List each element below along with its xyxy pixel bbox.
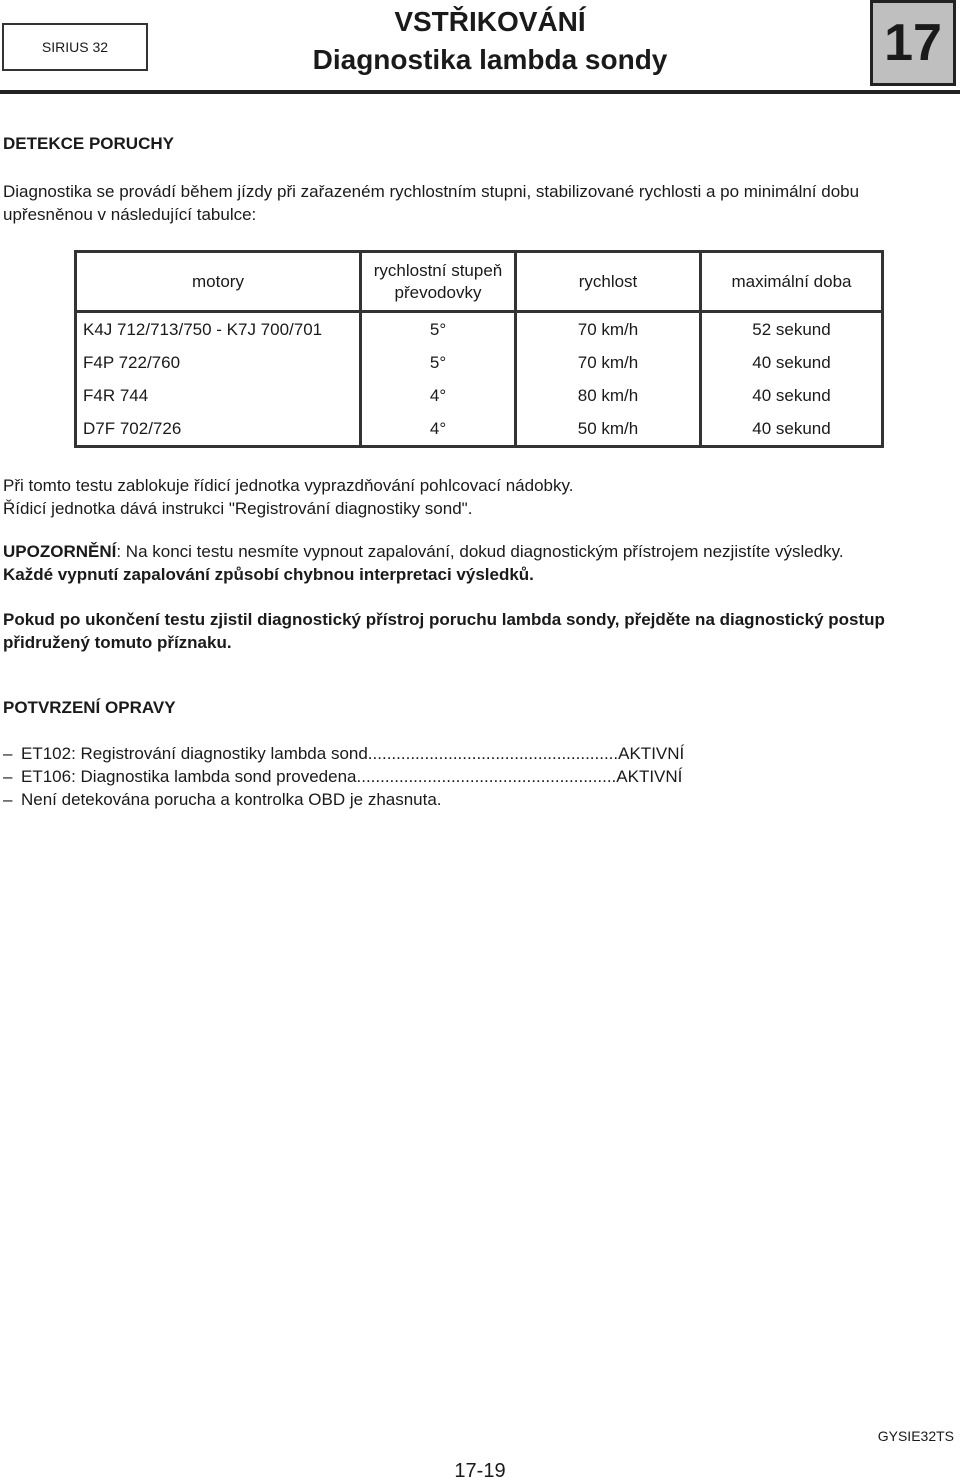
- list-item-text: ET106: Diagnostika lambda sond provedena.......................................................AKTIVNÍ: [21, 767, 683, 786]
- header-divider: [0, 90, 960, 94]
- table-row: [76, 412, 883, 447]
- model-label: SIRIUS 32: [2, 23, 148, 71]
- cell-speed: 70 km/h: [516, 312, 701, 347]
- cell-duration: 40 sekund: [701, 379, 883, 412]
- cell-duration: 52 sekund: [701, 312, 883, 347]
- header-speed: rychlost: [516, 252, 701, 312]
- document-code: GYSIE32TS: [877, 1428, 954, 1444]
- table-row: [76, 346, 883, 379]
- table-row: [76, 312, 883, 347]
- diagnostic-table: [74, 250, 884, 448]
- cell-gear: 4°: [361, 379, 516, 412]
- page-title: VSTŘIKOVÁNÍ: [394, 6, 586, 37]
- page-subtitle: Diagnostika lambda sondy: [312, 44, 668, 75]
- cell-gear: 4°: [361, 412, 516, 447]
- fault-paragraph: Pokud po ukončení testu zjistil diagnostický přístroj poruchu lambda sondy, přejděte na diagnostický postup přidružený tomuto příznaku.: [3, 610, 885, 652]
- list-item: – Není detekována porucha a kontrolka OBD je zhasnuta.: [3, 790, 442, 809]
- header-max-duration: maximální doba: [701, 252, 883, 312]
- table-header-row: [76, 252, 883, 312]
- header-engines: motory: [76, 252, 361, 312]
- cell-engine: D7F 702/726: [76, 412, 361, 447]
- canister-note: Při tomto testu zablokuje řídicí jednotka vyprazdňování pohlcovací nádobky.: [3, 476, 574, 495]
- cell-speed: 70 km/h: [516, 346, 701, 379]
- table-row: [76, 379, 883, 412]
- cell-engine: K4J 712/713/750 - K7J 700/701: [76, 312, 361, 347]
- cell-gear: 5°: [361, 312, 516, 347]
- chapter-number: 17: [870, 0, 956, 86]
- cell-speed: 50 km/h: [516, 412, 701, 447]
- section-heading-detection: DETEKCE PORUCHY: [3, 134, 174, 153]
- cell-engine: F4R 744: [76, 379, 361, 412]
- cell-gear: 5°: [361, 346, 516, 379]
- header-gear: rychlostní stupeň převodovky: [361, 252, 516, 312]
- instruction-note: Řídicí jednotka dává instrukci "Registrování diagnostiky sond".: [3, 499, 473, 518]
- page-number: 17-19: [454, 1460, 506, 1482]
- cell-engine: F4P 722/760: [76, 346, 361, 379]
- section-heading-repair: POTVRZENÍ OPRAVY: [3, 698, 176, 717]
- list-item-text: Není detekována porucha a kontrolka OBD je zhasnuta.: [21, 790, 442, 809]
- warning-label: UPOZORNĚNÍ: [3, 542, 117, 561]
- list-item: – ET102: Registrování diagnostiky lambda sond.....................................................AKTIVNÍ: [3, 744, 685, 763]
- cell-duration: 40 sekund: [701, 346, 883, 379]
- intro-paragraph: Diagnostika se provádí během jízdy při zařazeném rychlostním stupni, stabilizované rychlosti a po minimální dobu upřesněnou v následující tabulce:: [3, 182, 860, 224]
- list-item: – ET106: Diagnostika lambda sond provedena.......................................................AKTIVNÍ: [3, 767, 683, 786]
- warning-bold-note: Každé vypnutí zapalování způsobí chybnou interpretaci výsledků.: [3, 565, 534, 584]
- warning-text: : Na konci testu nesmíte vypnout zapalování, dokud diagnostickým přístrojem nezjistíte výsledky.: [116, 542, 844, 561]
- warning-paragraph: [3, 540, 953, 563]
- list-item-text: ET102: Registrování diagnostiky lambda sond.....................................................AKTIVNÍ: [21, 744, 685, 763]
- cell-duration: 40 sekund: [701, 412, 883, 447]
- cell-speed: 80 km/h: [516, 379, 701, 412]
